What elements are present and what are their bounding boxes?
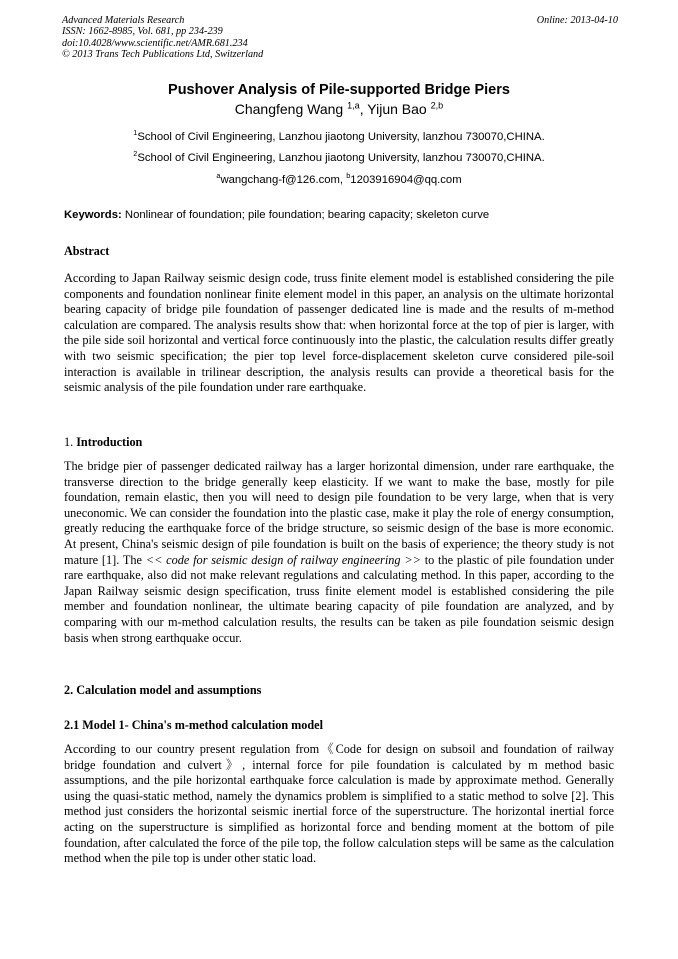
paper-title: Pushover Analysis of Pile-supported Bridge Piers [168, 82, 510, 98]
keywords-text: Nonlinear of foundation; pile foundation; bearing capacity; skeleton curve [121, 209, 490, 221]
issn-line: ISSN: 1662-8985, Vol. 681, pp 234-239 [62, 26, 223, 38]
author-sup: 1,a [347, 100, 360, 111]
abstract-heading: Abstract [64, 244, 110, 258]
journal-header [62, 15, 618, 61]
email-link[interactable]: wangchang-f@126.com [220, 174, 340, 186]
author-sup: 2,b [430, 100, 444, 111]
online-date: Online: 2013-04-10 [536, 15, 618, 26]
copyright-line: © 2013 Trans Tech Publications Ltd, Switzerland [62, 49, 264, 61]
affiliation: $^2$School of Civil Engineering, Lanzhou jiaotong University, lanzhou 730070,CHINA. [133, 149, 545, 164]
author-emails: $^a$wangchang-f@126.com, $^b$1203916904@qq.com [216, 171, 462, 186]
keywords-label: Keywords: [64, 209, 122, 221]
subsection-heading: 2.1 Model 1- China's m-method calculation model [64, 718, 323, 732]
section-heading: 2. Calculation model and assumptions [64, 683, 262, 697]
journal-name: Advanced Materials Research [62, 15, 185, 26]
email-link[interactable]: 1203916904@qq.com [350, 174, 462, 186]
code-title: << code for seismic design of railway engineering >> [145, 552, 421, 567]
keywords [64, 209, 620, 221]
abstract-text: According to Japan Railway seismic design code, truss finite element model is established considering the pile components and foundation nonlinear finite element model in this paper, an analysis on the ultimate horizontal bearing capacity of bridge pile foundation of passenger dedicated line is made and the results of m-method calculation are compared. The analysis results show that: when horizontal force at the top of pier is larger, with the pile side soil horizontal and vertical force continuously into the plastic, the calculation results differ greatly with two seismic specification; the pier top level force-displacement skeleton curve considered pile-soil interaction is available in trilinear description, the analysis results can provide a theoretical basis for the seismic analysis of the pile foundation under rare earthquake. [64, 271, 614, 395]
introduction-text: The bridge pier of passenger dedicated railway has a larger horizontal dimension, under rare earthquake, the transverse direction to the bridge generally keep elasticity. If we want to make the base, mostly for pile foundation, remain elastic, then you will need to design pile foundation to be very large, when that is very uneconomic. We can consider the foundation into the plastic case, make it play the role of energy consumption, greatly reducing the earthquake force of the bridge structure, so seismic design of the base is more economic. At present, China's seismic design of pile foundation is built on the basis of experience; the theory study is not mature [1]. The << code for seismic design of railway engineering >> to the plastic of pile foundation under rare earthquake, also did not make relevant regulations and calculating method. In this paper, according to the Japan Railway seismic design specification, truss finite element model is established considering the pile member and foundation nonlinear, the ultimate bearing capacity of pile foundation are analyzed, and by comparing with our m-method calculation results, the results can be taken as pile foundation seismic design basis when strong earthquake occur. [64, 459, 614, 645]
section-heading-introduction: 1. Introduction [64, 435, 143, 449]
subsection-text: According to our country present regulation from《Code for design on subsoil and foundation of railway bridge foundation and culvert》, internal force for pile foundation is calculated by m method basic assumptions, and the pile horizontal earthquake force calculation is made by approximate method. Generally using the quasi-static method, namely the dynamics problem is simplified to a static method to solve [2]. This method just considers the horizontal seismic inertial force of the superstructure. The horizontal inertial force acting on the superstructure is simplified as horizontal force and bending moment at the bottom of pile foundation, after calculated the force of the pile top, the follow calculation steps will be same as the calculation method when the pile top is under other static load. [64, 742, 614, 866]
author-name: Changfeng Wang [234, 101, 344, 117]
doi-line: doi:10.4028/www.scientific.net/AMR.681.234 [62, 37, 248, 49]
author-name: Yijun Bao [367, 101, 427, 117]
author-list: Changfeng Wang $^{1,a}$, Yijun Bao $^{2,b}$ [234, 100, 444, 117]
affiliation: $^1$School of Civil Engineering, Lanzhou jiaotong University, lanzhou 730070,CHINA. [133, 128, 545, 143]
